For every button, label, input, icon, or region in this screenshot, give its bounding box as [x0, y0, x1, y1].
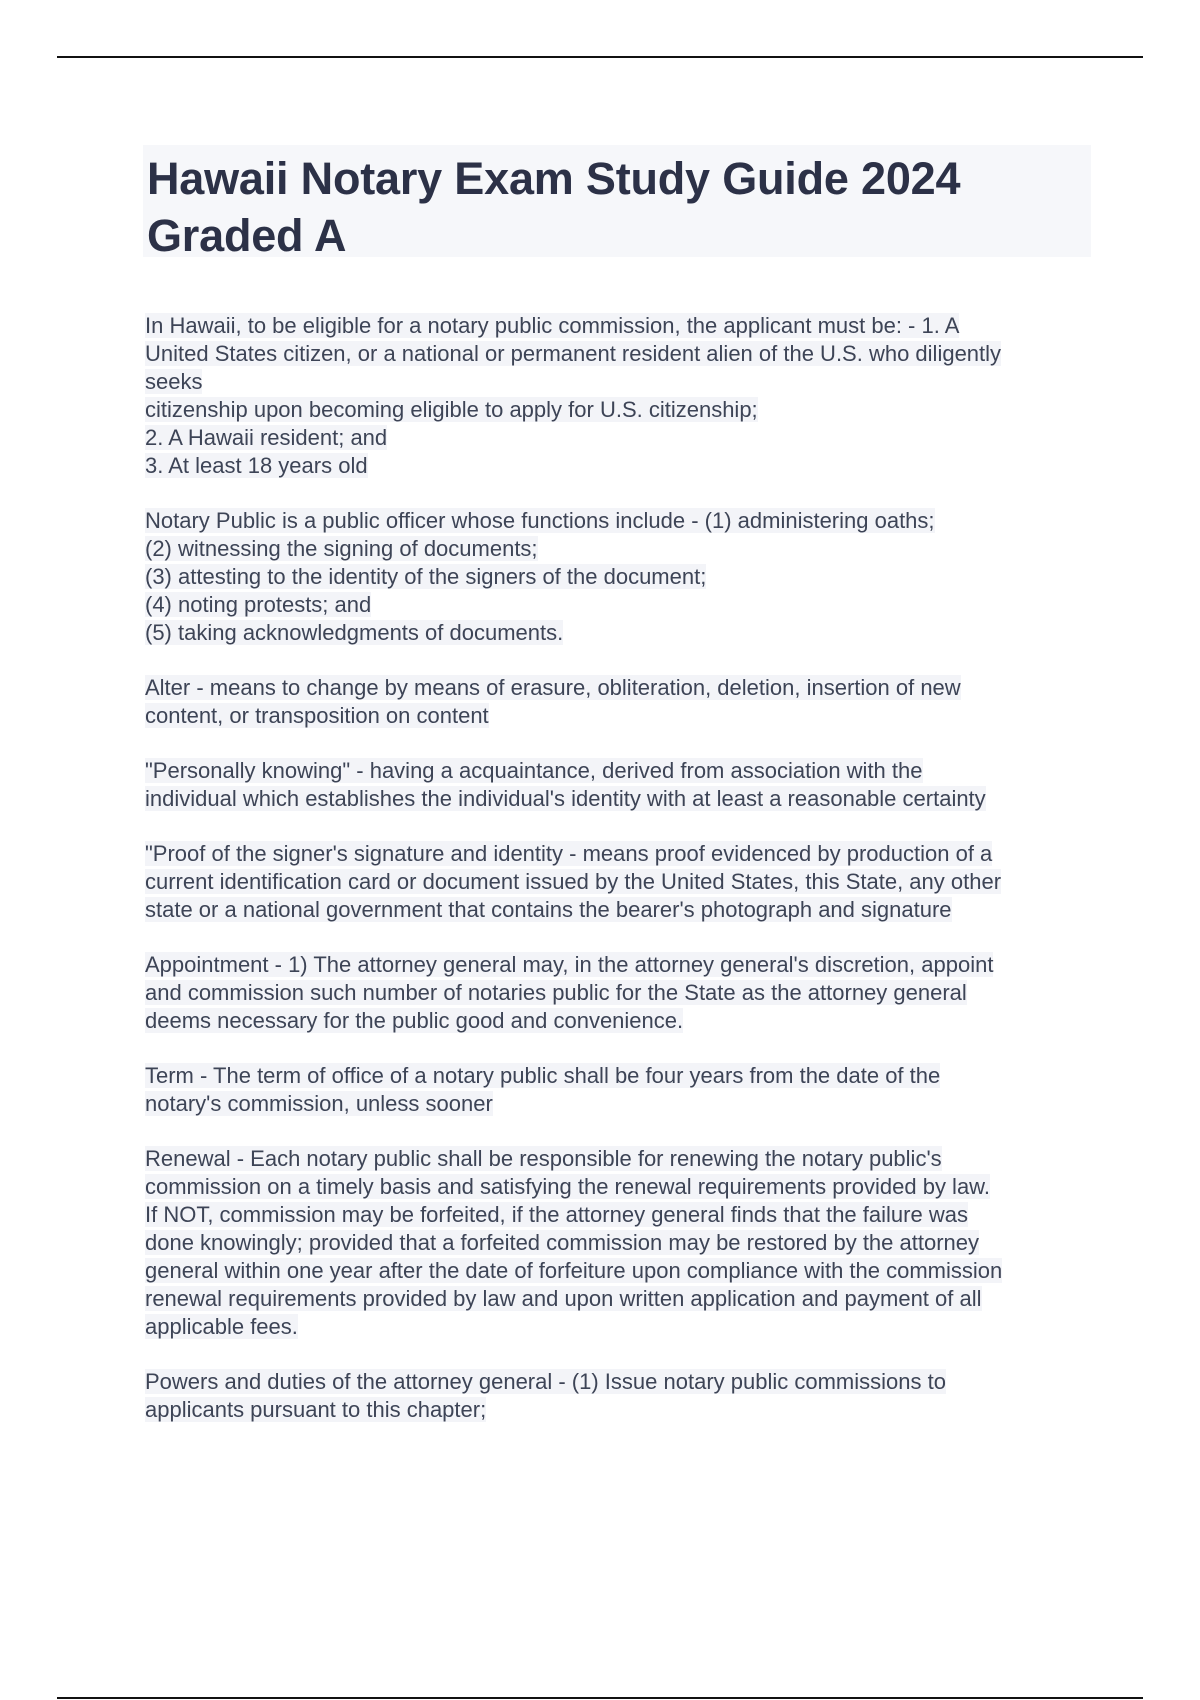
study-entry: [145, 1368, 1095, 1424]
entry-line-wrap: [145, 1257, 1095, 1285]
study-entry: [145, 757, 1095, 813]
entry-line: "Proof of the signer's signature and identity - means proof evidenced by production of a: [145, 841, 993, 866]
entry-line: done knowingly; provided that a forfeited commission may be restored by the attorney: [145, 1230, 980, 1255]
title-line-2: Graded A: [147, 210, 347, 261]
entry-line-wrap: [145, 535, 1095, 563]
entry-line: Notary Public is a public officer whose functions include - (1) administering oaths;: [145, 508, 935, 533]
entry-line-wrap: [145, 1173, 1095, 1201]
entry-line: (4) noting protests; and: [145, 592, 372, 617]
entry-line: and commission such number of notaries public for the State as the attorney general: [145, 980, 967, 1005]
entry-line-wrap: [145, 868, 1095, 896]
entry-line: commission on a timely basis and satisfying the renewal requirements provided by law.: [145, 1174, 990, 1199]
entry-line-wrap: [145, 1201, 1095, 1229]
entry-line: "Personally knowing" - having a acquaintance, derived from association with the: [145, 758, 923, 783]
entry-line: Appointment - 1) The attorney general may, in the attorney general's discretion, appoint: [145, 952, 994, 977]
entry-line: (2) witnessing the signing of documents;: [145, 536, 538, 561]
entry-line-wrap: [145, 840, 1095, 868]
title-line-1: Hawaii Notary Exam Study Guide 2024: [147, 153, 961, 204]
entry-line-wrap: [145, 785, 1095, 813]
entry-line-wrap: [145, 951, 1095, 979]
entry-line: notary's commission, unless sooner: [145, 1091, 493, 1116]
top-rule: [57, 56, 1143, 58]
entry-line-wrap: [145, 452, 1095, 480]
title-block: [143, 145, 1091, 261]
entry-line: current identification card or document issued by the United States, this State, any other: [145, 869, 1002, 894]
entry-line-wrap: [145, 591, 1095, 619]
entry-line-wrap: [145, 702, 1095, 730]
study-entry: [145, 1062, 1095, 1118]
entry-line: applicable fees.: [145, 1314, 298, 1339]
entry-line: In Hawaii, to be eligible for a notary public commission, the applicant must be: - 1. A: [145, 313, 960, 338]
entry-line-wrap: [145, 896, 1095, 924]
entry-line-wrap: [145, 1007, 1095, 1035]
study-entry: [145, 1145, 1095, 1341]
study-entry: [145, 674, 1095, 730]
study-entry: [145, 840, 1095, 924]
entry-line: citizenship upon becoming eligible to apply for U.S. citizenship;: [145, 397, 758, 422]
entry-line-wrap: [145, 368, 1095, 396]
bottom-rule: [57, 1697, 1143, 1699]
entry-line-wrap: [145, 619, 1095, 647]
entry-line: Powers and duties of the attorney general - (1) Issue notary public commissions to: [145, 1369, 946, 1394]
entry-line-wrap: [145, 1145, 1095, 1173]
entry-line: Alter - means to change by means of erasure, obliteration, deletion, insertion of new: [145, 675, 961, 700]
entry-line-wrap: [145, 340, 1095, 368]
entry-line-wrap: [145, 1062, 1095, 1090]
entry-line-wrap: [145, 1368, 1095, 1396]
entry-line: (3) attesting to the identity of the signers of the document;: [145, 564, 707, 589]
entry-line: individual which establishes the individual's identity with at least a reasonable certainty: [145, 786, 986, 811]
document-title: [147, 150, 1087, 264]
entry-line-wrap: [145, 396, 1095, 424]
entry-line-wrap: [145, 507, 1095, 535]
entry-line: state or a national government that contains the bearer's photograph and signature: [145, 897, 952, 922]
entry-line-wrap: [145, 424, 1095, 452]
entry-line: applicants pursuant to this chapter;: [145, 1397, 487, 1422]
entry-line-wrap: [145, 1285, 1095, 1313]
entry-line-wrap: [145, 1396, 1095, 1424]
entry-line-wrap: [145, 1229, 1095, 1257]
entry-line-wrap: [145, 979, 1095, 1007]
entry-line-wrap: [145, 1090, 1095, 1118]
entry-line-wrap: [145, 312, 1095, 340]
entry-line: seeks: [145, 369, 203, 394]
entry-line-wrap: [145, 757, 1095, 785]
entry-line: renewal requirements provided by law and upon written application and payment of all: [145, 1286, 982, 1311]
entry-line: (5) taking acknowledgments of documents.: [145, 620, 564, 645]
study-entry: [145, 312, 1095, 480]
entry-line-wrap: [145, 1313, 1095, 1341]
entry-line: 3. At least 18 years old: [145, 453, 368, 478]
entry-line-wrap: [145, 674, 1095, 702]
entry-line: If NOT, commission may be forfeited, if the attorney general finds that the failure was: [145, 1202, 968, 1227]
study-entry: [145, 951, 1095, 1035]
entry-line: deems necessary for the public good and convenience.: [145, 1008, 684, 1033]
entry-line: United States citizen, or a national or permanent resident alien of the U.S. who diligently: [145, 341, 1002, 366]
entry-line: 2. A Hawaii resident; and: [145, 425, 388, 450]
entry-line: Term - The term of office of a notary public shall be four years from the date of the: [145, 1063, 941, 1088]
study-guide-content: [145, 312, 1095, 1451]
entry-line-wrap: [145, 563, 1095, 591]
entry-line: general within one year after the date of forfeiture upon compliance with the commission: [145, 1258, 1003, 1283]
study-entry: [145, 507, 1095, 647]
entry-line: content, or transposition on content: [145, 703, 489, 728]
entry-line: Renewal - Each notary public shall be responsible for renewing the notary public's: [145, 1146, 942, 1171]
